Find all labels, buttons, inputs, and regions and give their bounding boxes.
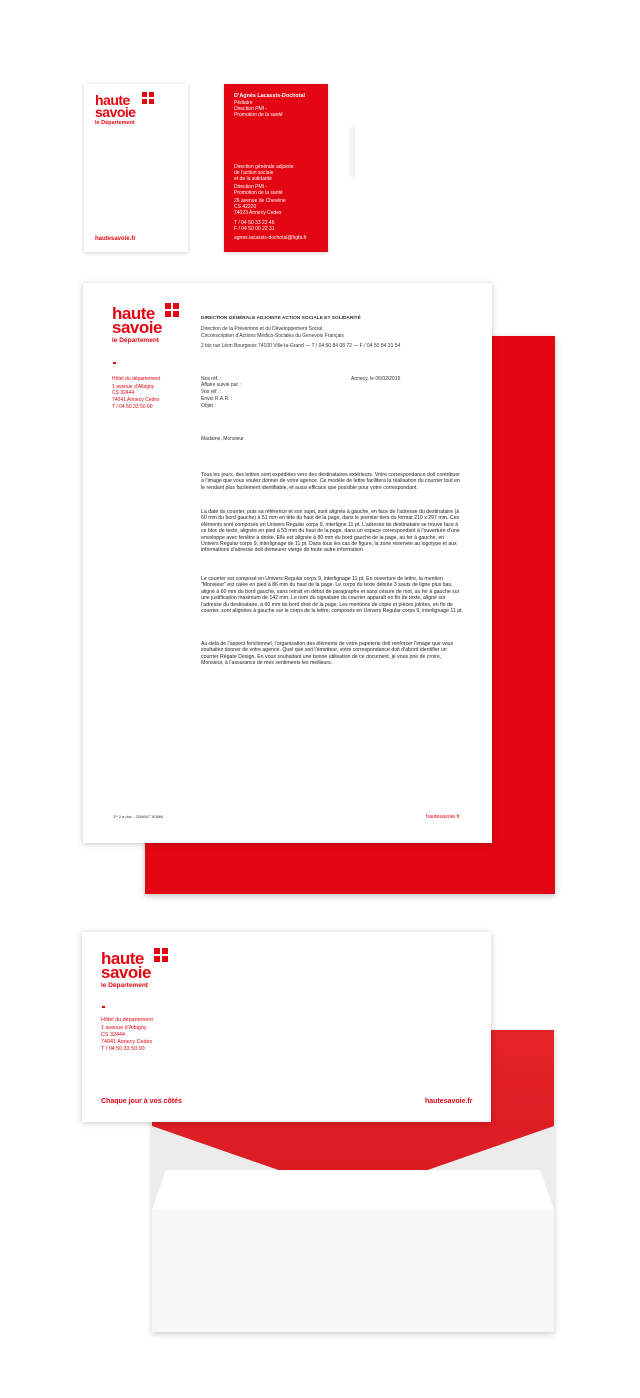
ref-subject: Objet : — [201, 403, 216, 409]
ref-ours: Nos réf. : — [201, 376, 222, 382]
department-logo — [95, 92, 136, 126]
letter-paragraph-2: La date du courrier, puis sa référence et son sujet, sont alignés à gauche, en face de l’adresse du destinataire (à 60 mm du bord gauche) à 51 mm en tête du haut de la page, dans le premier tiers du format 210 x 297 mm. Ces éléments sont composés en Univers Regular corps 9, interligne 11 pt. L’adresse du destinataire se trouve face à ce bloc de texte, alignée en pied à 53 mm du haut de la page, dans un espace correspondant à l’ouverture d’une enveloppe avec fenêtre à droite. Elle est alignée à 80 mm du bord gauche de la page, au fer à gauche, en Univers Regular corps 9, interlignage de 11 pt. Dans tous les cas de figure, la zone réservée au logotype et aux informations d’adresse doit demeurer vierge de toute autre information. — [201, 509, 460, 554]
letter-footer-ref: 1ʳᵉ 2 a doc - 22f4667 1f0884 — [113, 814, 164, 819]
logo-word-haute: haute — [112, 304, 155, 323]
ref-rar: Envoi R.A.R. : — [201, 396, 233, 402]
logo-subtitle: le Département — [112, 336, 159, 344]
business-card-front — [84, 84, 188, 252]
logo-subtitle: le Département — [95, 119, 135, 126]
card-person-name: D’Agnès Lacassis-Dochotal — [234, 93, 305, 99]
card-dir-2: Promotion de la santé — [234, 190, 283, 196]
correspondence-card — [82, 932, 491, 1122]
letter-footer-website: hautesavoie.fr — [426, 814, 460, 820]
sender-address-3: CS 32444 — [112, 390, 135, 396]
card-title-2: Direction PMI - — [234, 106, 268, 112]
letterhead-sheet — [83, 283, 492, 843]
logo-word-savoie: savoie — [101, 963, 151, 983]
logo-word-savoie: savoie — [95, 103, 136, 120]
card-address-5: T / 04 50 33 50 00 — [101, 1046, 145, 1052]
card-website: hautesavoie.fr — [425, 1098, 473, 1105]
letter-header-line-4: 2 bis rue Léon Bourgeois 74100 Ville-la-Grand — T / 04 50 84 08 72 — F / 04 50 84 31 54 — [201, 343, 401, 349]
letter-paragraph-3: Le courrier est composé en Univers Regular corps 9, interlignage 11 pt. En ouverture de lettre, la mention “Monsieur” est calée en pied à 86 mm du haut de la page. Le corps du texte débute 3 sauts de ligne plus bas, aligné à 60 mm du bord gauche, sans retrait en début de paragraphe et sans césure de mot, au fer à gauche sur une justification maximum de 142 mm. Le nom du signataire du courrier apparaît en fin de texte, aligné sur l’adresse du destinataire, à 60 mm du bord droit de la page. Les mentions de copie et pièces jointes, en fin de courrier, sont alignées à gauche sur le corps de la lettre, composés en Univers Regular corps 9, interlignage 11 pt. — [201, 576, 464, 615]
envelope-window-fold — [152, 1170, 554, 1210]
logo-word-savoie: savoie — [112, 318, 162, 338]
card-email: agnes.lacassis-dochotal@hgfa.fr — [234, 235, 307, 241]
card-address-1: Hôtel du département — [101, 1017, 153, 1023]
card-address-2: 1 avenue d’Albigny — [101, 1025, 147, 1031]
card-title-1: Pédiatre — [234, 100, 253, 106]
card-dept-2: de l’action sociale — [234, 170, 274, 176]
sender-address-2: 1 avenue d’Albigny — [112, 384, 155, 390]
logo-subtitle: le Département — [101, 981, 148, 989]
card-addr-3: 74023 Annecy Cedex — [234, 210, 282, 216]
red-dash-divider — [102, 1006, 105, 1008]
letter-header-line-1: DIRECTION GÉNÉRALE ADJOINTE ACTION SOCIALE ET SOLIDARITÉ — [201, 316, 361, 321]
sender-address-5: T / 04 50 33 50 00 — [112, 404, 153, 410]
card-slogan: Chaque jour à vos côtés — [101, 1098, 182, 1105]
card-dir-1: Direction PMI - — [234, 184, 268, 190]
card-tel: T / 04 50 33 22 46 — [234, 220, 275, 226]
logo-cross-icon — [154, 948, 168, 962]
card-addr-1: 26 avenue de Chevène — [234, 198, 286, 204]
logo-word-haute: haute — [101, 949, 144, 968]
card-dept-3: et de la solidarité — [234, 176, 272, 182]
ref-followed-by: Affaire suivie par : — [201, 382, 241, 388]
sender-address-4: 74041 Annecy Cedex — [112, 397, 160, 403]
letter-salutation: Madame, Monsieur — [201, 436, 244, 442]
card-logo — [101, 949, 151, 989]
card-title-3: Promotion de la santé — [234, 112, 283, 118]
letter-paragraph-1: Tous les jours, des lettres sont expédiées vers des destinataires extérieurs. Votre correspondance doit contribuer à l’image que vous voulez donner de votre agence. Ce modèle de lettre facilitera la réalisation du courrier tout en le rendant plus facilement identifiable, et aussi efficace que possible pour votre correspondant. — [201, 472, 460, 491]
logo-cross-icon — [165, 303, 179, 317]
logo-cross-icon — [142, 92, 154, 104]
letter-header-line-3: Circonscription d’Actions Médico-Sociales du Genevois Français — [201, 333, 344, 339]
letter-header-line-2: Direction de la Prévention et du Développement Social — [201, 326, 323, 332]
business-card-back — [224, 84, 328, 252]
business-card-edge — [351, 128, 354, 176]
card-address-3: CS 32444 — [101, 1032, 125, 1038]
letter-logo — [112, 304, 162, 344]
card-addr-2: CS 42220 — [234, 204, 257, 210]
card-dept-1: Direction générale adjointe — [234, 164, 294, 170]
sender-address-1: Hôtel du département — [112, 376, 161, 382]
red-dash-divider — [113, 362, 116, 364]
letter-date: Annecy, le 06/02/2015 — [351, 376, 401, 382]
card-address-4: 74041 Annecy Cedex — [101, 1039, 153, 1045]
card-fax: F / 04 50 00 22 31 — [234, 226, 275, 232]
logo-word-haute: haute — [95, 92, 130, 108]
letter-paragraph-4: Au-delà de l’aspect fonctionnel, l’organisation des éléments de votre papeterie doit renforcer l’image que vous souhaitez donner de votre agence. Quel que soit l’émetteur, votre correspondance doit d’abord identifier un courrier Régate Design. En vous souhaitant une bonne utilisation de ce document, je vous prie de croire, Monsieur, à l’assurance de mes sentiments les meilleurs. — [201, 641, 454, 667]
card-website: hautesavoie.fr — [95, 236, 136, 242]
ref-yours: Vos réf. : — [201, 389, 221, 395]
